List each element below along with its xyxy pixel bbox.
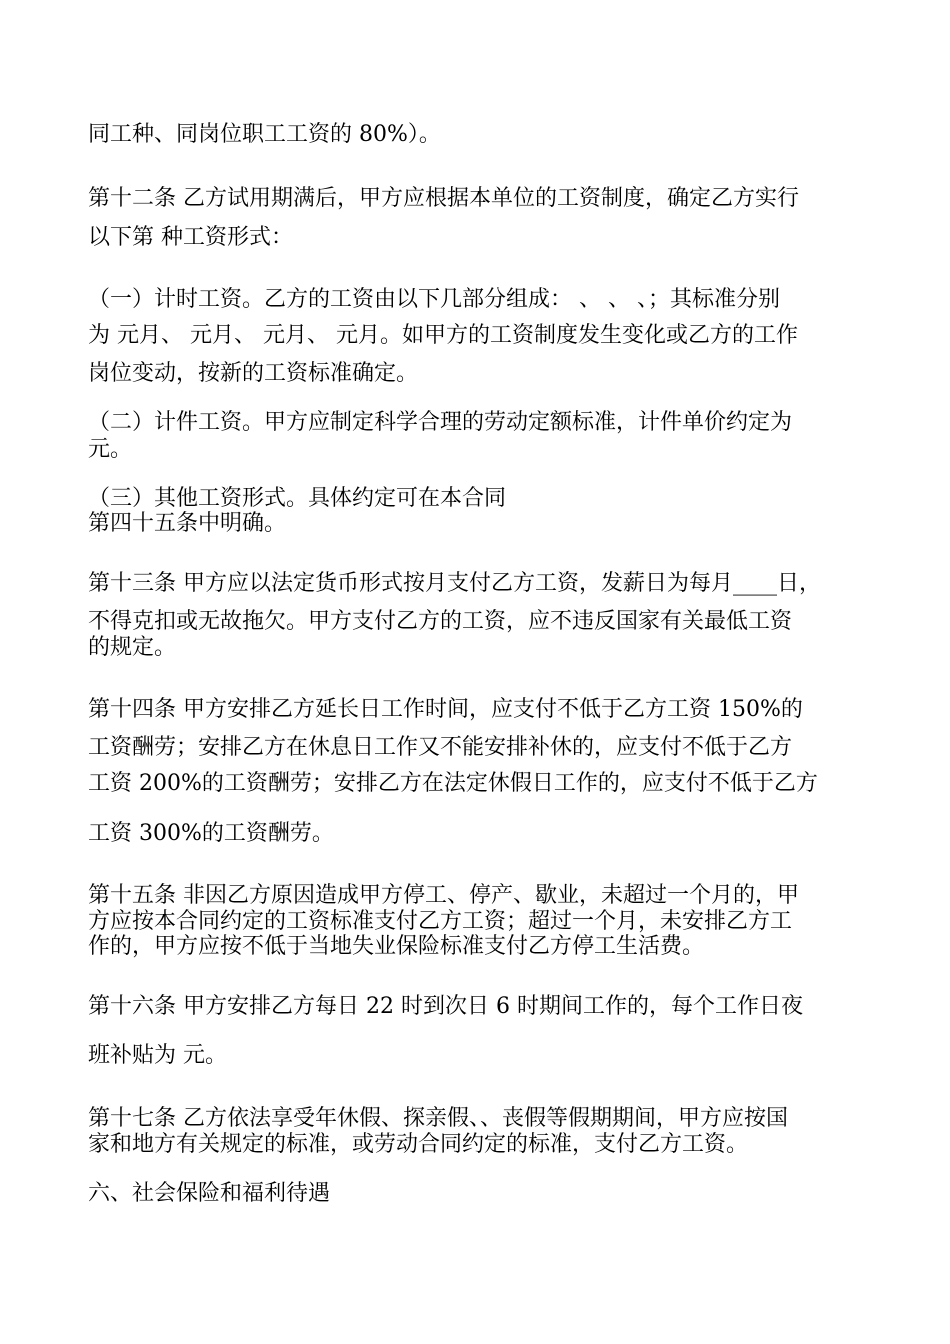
text-line: 工资酬劳；安排乙方在休息日工作又不能安排补休的，应支付不低于乙方 xyxy=(88,735,793,760)
text-line: 第十三条 甲方应以法定货币形式按月支付乙方工资，发薪日为每月____日， xyxy=(88,571,821,596)
text-line: 第十六条 甲方安排乙方每日 22 时到次日 6 时期间工作的，每个工作日夜 xyxy=(88,994,803,1019)
text-line: 的规定。 xyxy=(88,635,177,660)
text-line: 作的，甲方应按不低于当地失业保险标准支付乙方停工生活费。 xyxy=(88,934,705,959)
text-line: 工资 200%的工资酬劳；安排乙方在法定休假日工作的，应支付不低于乙方 xyxy=(88,771,818,796)
text-line: 家和地方有关规定的标准，或劳动合同约定的标准，支付乙方工资。 xyxy=(88,1132,749,1157)
text-line: 同工种、同岗位职工工资的 80%）。 xyxy=(88,122,441,147)
text-line: 第十七条 乙方依法享受年休假、探亲假、、丧假等假期期间，甲方应按国 xyxy=(88,1106,788,1131)
text-line: 不得克扣或无故拖欠。甲方支付乙方的工资，应不违反国家有关最低工资 xyxy=(88,609,793,634)
section-heading: 六、社会保险和福利待遇 xyxy=(88,1181,331,1206)
text-line: 第十四条 甲方安排乙方延长日工作时间，应支付不低于乙方工资 150%的 xyxy=(88,697,803,722)
text-line: 为 元月、 元月、 元月、 元月。如甲方的工资制度发生变化或乙方的工作 xyxy=(88,323,798,348)
text-line: 以下第 种工资形式： xyxy=(88,225,293,250)
text-line: 第十五条 非因乙方原因造成甲方停工、停产、歇业，未超过一个月的，甲 xyxy=(88,883,799,908)
text-line: 岗位变动，按新的工资标准确定。 xyxy=(88,361,419,386)
text-line: 班补贴为 元。 xyxy=(88,1043,227,1068)
text-line: 工资 300%的工资酬劳。 xyxy=(88,821,334,846)
text-line: （二）计件工资。甲方应制定科学合理的劳动定额标准，计件单价约定为 xyxy=(88,410,793,435)
text-line: （一）计时工资。乙方的工资由以下几部分组成： 、 、 、；其标准分别 xyxy=(88,287,780,312)
text-line: 第四十五条中明确。 xyxy=(88,511,287,536)
text-line: 元。 xyxy=(88,437,133,462)
text-line: 第十二条 乙方试用期满后，甲方应根据本单位的工资制度，确定乙方实行 xyxy=(88,186,799,211)
text-line: 方应按本合同约定的工资标准支付乙方工资；超过一个月，未安排乙方工 xyxy=(88,909,793,934)
text-line: （三）其他工资形式。具体约定可在本合同 xyxy=(88,486,507,511)
